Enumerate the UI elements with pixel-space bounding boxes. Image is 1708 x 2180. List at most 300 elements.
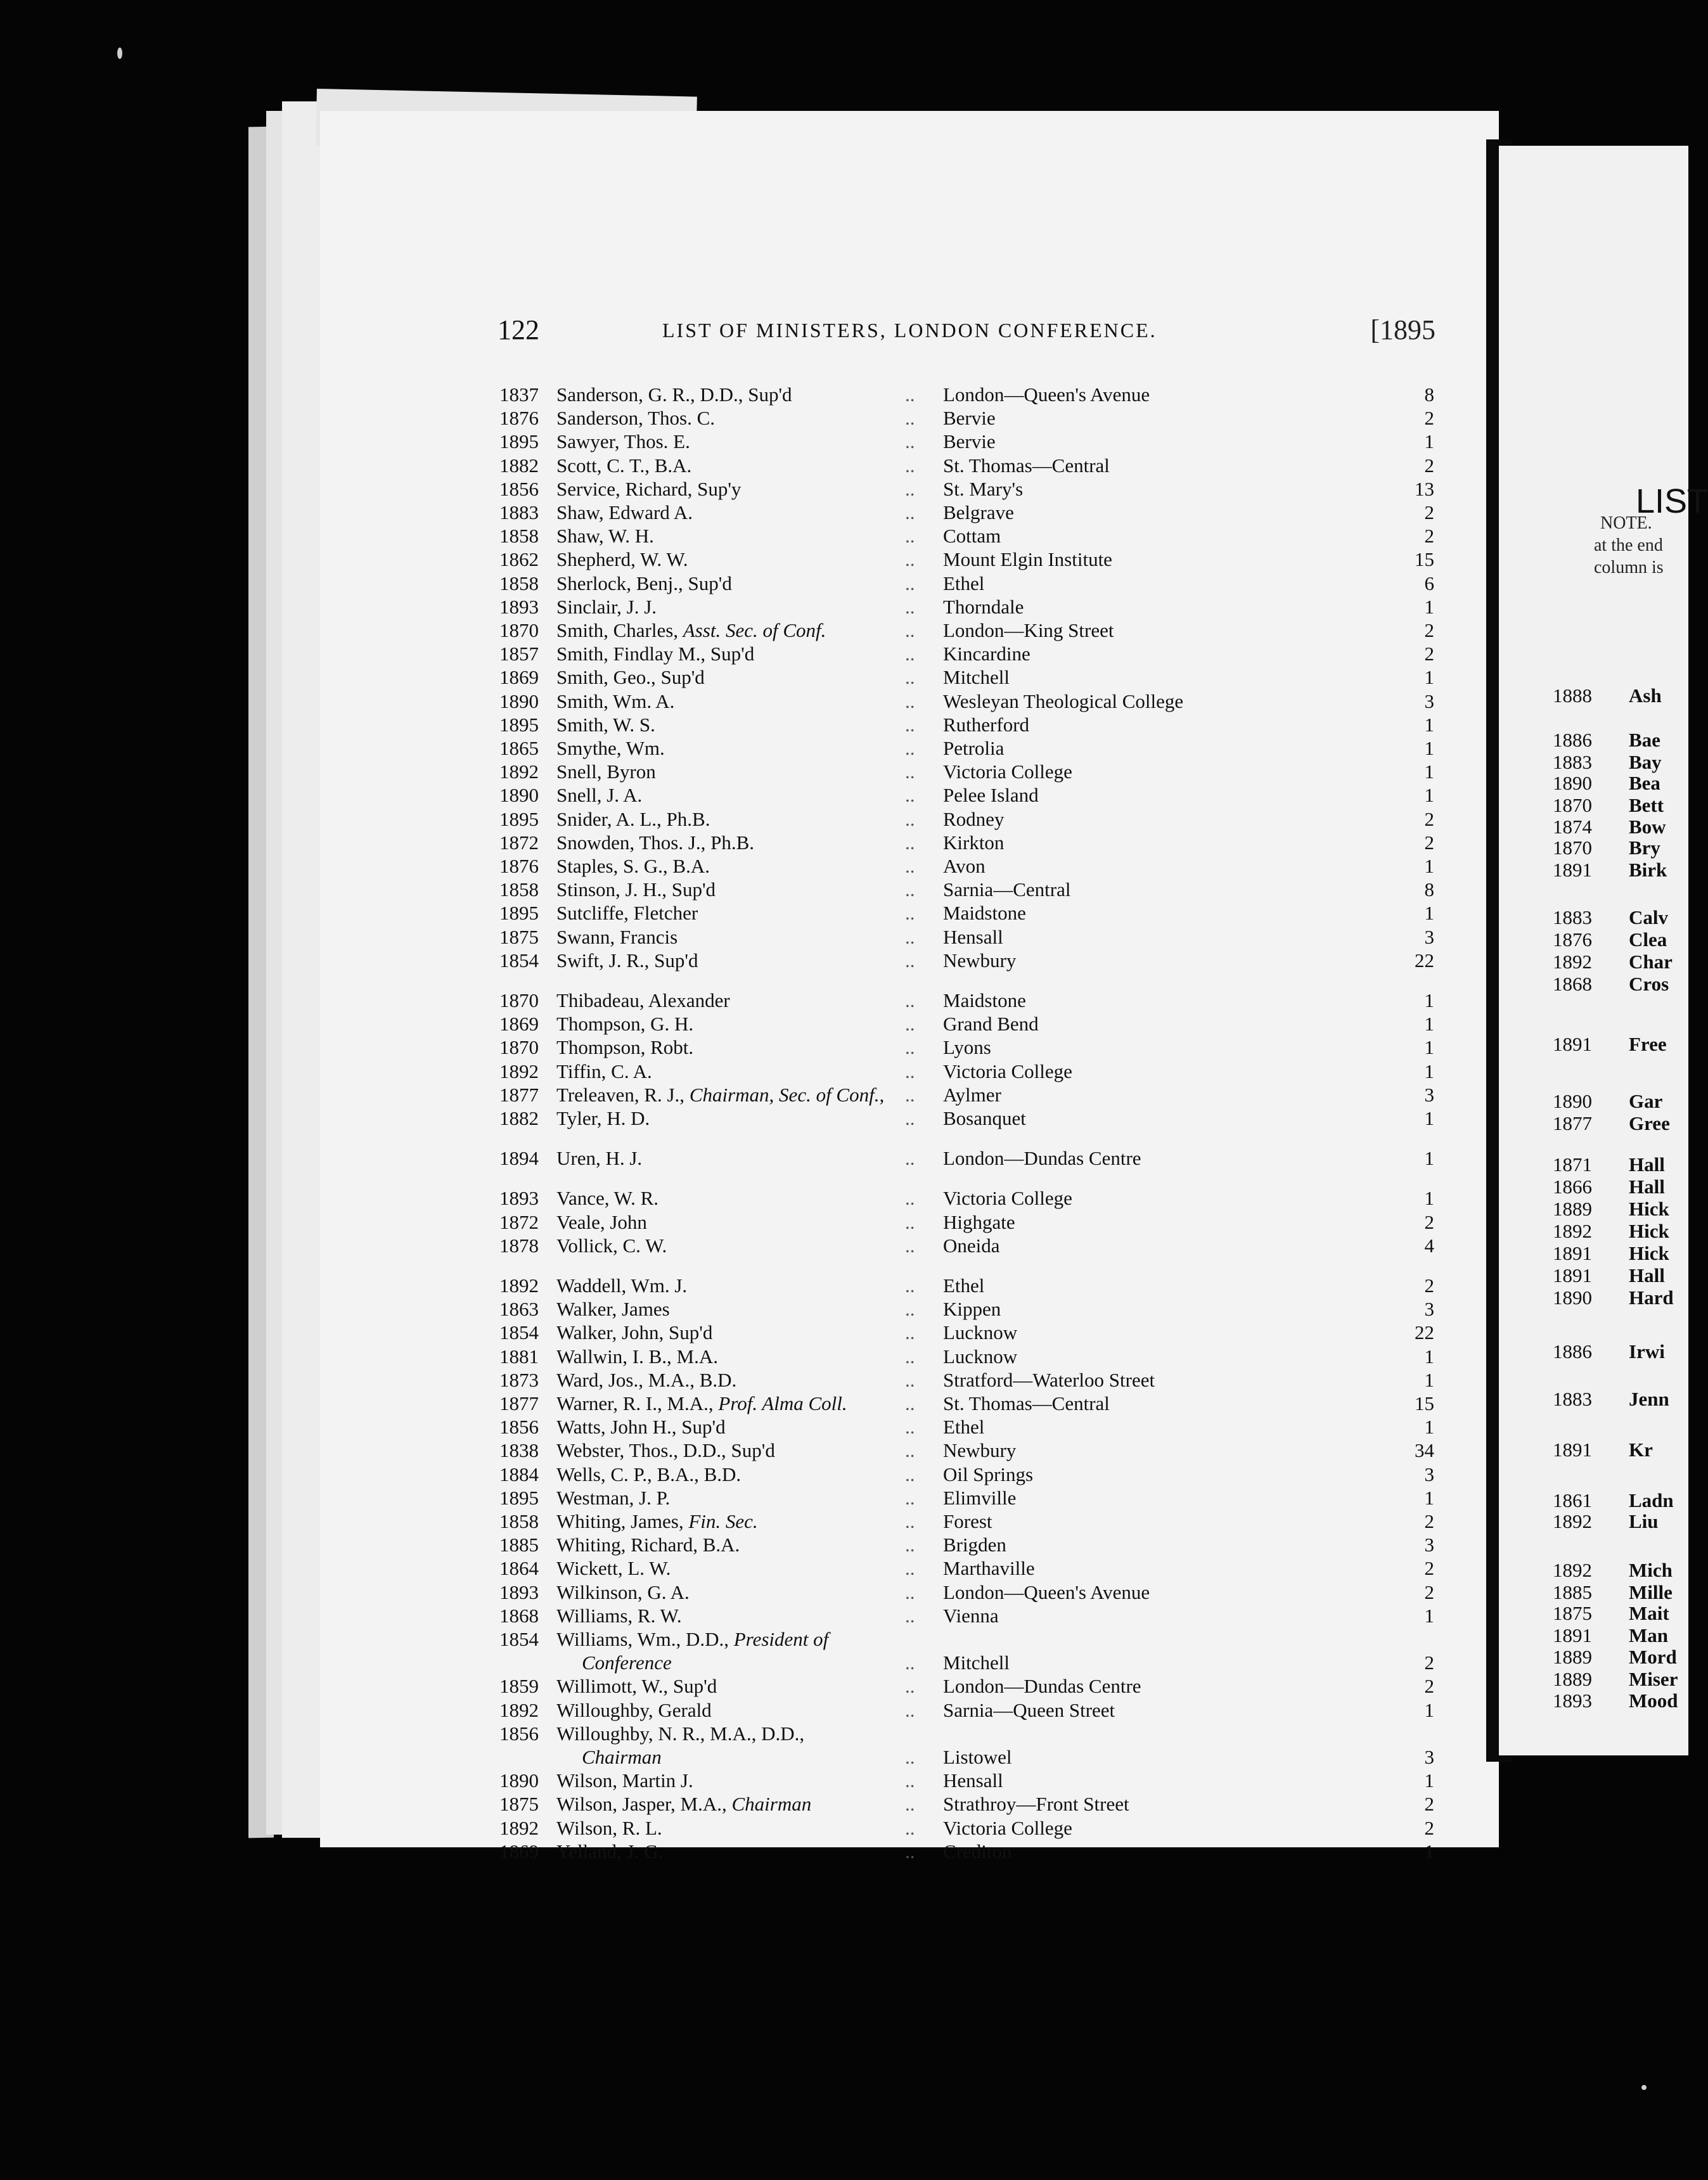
entry-station: Hensall <box>943 1769 1003 1792</box>
entry-name <box>556 1581 956 1604</box>
entry-station: Ethel <box>943 572 985 594</box>
right-page-name: Liu <box>1629 1510 1659 1532</box>
right-page-year: 1889 <box>1553 1198 1592 1220</box>
right-page-name: Ladn <box>1629 1489 1674 1511</box>
entry-year: 1837 <box>499 383 539 406</box>
entry-years: 1 <box>1424 855 1434 877</box>
entry-station: Lyons <box>943 1036 991 1059</box>
entry-year: 1865 <box>499 737 539 759</box>
entry-name-text: Whiting, Richard, B.A. <box>556 1534 740 1556</box>
entry-year: 1881 <box>499 1345 539 1368</box>
entry-year: 1892 <box>499 760 539 783</box>
leader-dots: .. <box>905 477 915 500</box>
entry-year: 1870 <box>499 1036 539 1059</box>
list-item <box>499 1793 1434 1817</box>
right-page-row <box>1553 1112 1670 1135</box>
entry-year: 1858 <box>499 1510 539 1532</box>
entry-year: 1854 <box>499 1321 539 1344</box>
right-page-row <box>1553 751 1662 774</box>
entry-year: 1892 <box>499 1698 539 1721</box>
entry-name <box>556 1605 956 1627</box>
leader-dots: .. <box>905 855 915 877</box>
right-page-year: 1889 <box>1553 1668 1592 1690</box>
list-item <box>499 1817 1434 1841</box>
leader-dots: .. <box>905 595 915 618</box>
entry-name <box>556 1628 956 1651</box>
right-page-row <box>1553 1510 1659 1533</box>
entry-name-text: Sinclair, J. J. <box>556 595 657 618</box>
list-item <box>499 572 1434 596</box>
entry-title-italic: President of <box>733 1628 829 1650</box>
entry-station: Newbury <box>943 949 1017 971</box>
list-item <box>499 878 1434 902</box>
entry-name-text: Thompson, Robt. <box>556 1036 694 1059</box>
leader-dots: .. <box>905 548 915 571</box>
entry-year: 1892 <box>499 1816 539 1839</box>
leader-dots: .. <box>905 713 915 736</box>
right-page-name: Bry <box>1629 837 1660 859</box>
right-page-year: 1883 <box>1553 1388 1592 1410</box>
entry-name <box>556 525 956 548</box>
entry-years: 2 <box>1424 807 1434 830</box>
entry-years: 3 <box>1424 1463 1434 1485</box>
right-page-row <box>1553 906 1668 929</box>
entry-station: Maidstone <box>943 989 1026 1011</box>
right-page-name: Mood <box>1629 1690 1678 1712</box>
entry-name <box>556 1392 956 1415</box>
right-page-name: Hick <box>1629 1220 1669 1242</box>
right-page-row <box>1553 928 1667 951</box>
page-header <box>498 314 1435 352</box>
entry-years: 3 <box>1424 1534 1434 1556</box>
entry-station: Mitchell <box>943 1651 1010 1674</box>
entry-years: 4 <box>1424 1234 1434 1257</box>
right-page-name: Hall <box>1629 1264 1665 1286</box>
leader-dots: .. <box>905 989 915 1011</box>
right-page-row <box>1553 1264 1665 1287</box>
entry-years: 2 <box>1424 1274 1434 1297</box>
right-page-year: 1891 <box>1553 1624 1592 1646</box>
right-page-year: 1871 <box>1553 1153 1592 1176</box>
entry-name-text: Shaw, Edward A. <box>556 501 693 523</box>
right-page-year: 1892 <box>1553 951 1592 973</box>
entry-name-text: Warner, R. I., M.A., <box>556 1392 714 1414</box>
entry-name <box>556 1439 956 1462</box>
right-page-year: 1861 <box>1553 1489 1592 1511</box>
entry-station: Kippen <box>943 1298 1001 1321</box>
entry-station: Kirkton <box>943 831 1005 854</box>
entry-year: 1869 <box>499 1013 539 1036</box>
entry-name-text: Scott, C. T., B.A. <box>556 454 692 477</box>
entry-year: 1873 <box>499 1368 539 1391</box>
dust-speck <box>1641 2085 1647 2090</box>
page-number: 122 <box>498 314 539 345</box>
right-page-year: 1886 <box>1553 1340 1592 1362</box>
entry-name-text: Snell, Byron <box>556 760 656 783</box>
entry-station: Victoria College <box>943 1816 1072 1839</box>
entry-station: Lucknow <box>943 1321 1018 1344</box>
list-item <box>499 1416 1434 1440</box>
entry-station: Brigden <box>943 1534 1006 1556</box>
list-item <box>499 831 1434 856</box>
list-item <box>499 1581 1434 1605</box>
right-page-row <box>1553 1388 1669 1411</box>
entry-name <box>556 1840 956 1863</box>
dust-speck <box>117 48 122 59</box>
entry-station: Victoria College <box>943 760 1072 783</box>
entry-station: Thorndale <box>943 595 1024 618</box>
entry-year: 1858 <box>499 572 539 594</box>
right-page-year: 1890 <box>1553 772 1592 794</box>
list-item <box>499 1036 1434 1060</box>
entry-station: Vienna <box>943 1604 999 1627</box>
entry-name-text: Wilson, R. L. <box>556 1816 662 1839</box>
entry-year: 1863 <box>499 1298 539 1321</box>
right-page-row <box>1553 794 1664 817</box>
right-page-row <box>1553 1220 1669 1243</box>
entry-year: 1869 <box>499 1840 539 1863</box>
right-page-year: 1875 <box>1553 1602 1592 1624</box>
entry-years: 2 <box>1424 1816 1434 1839</box>
leader-dots: .. <box>905 1463 915 1485</box>
entry-name-text: Sherlock, Benj., Sup'd <box>556 572 732 594</box>
entry-station: Newbury <box>943 1439 1017 1462</box>
leader-dots: .. <box>905 1321 915 1344</box>
right-page-row <box>1553 1489 1674 1512</box>
leader-dots: .. <box>905 1147 915 1170</box>
entry-year: 1877 <box>499 1392 539 1414</box>
right-page-year: 1892 <box>1553 1220 1592 1242</box>
entry-name-text: Smythe, Wm. <box>556 737 665 759</box>
list-item <box>499 666 1434 690</box>
list-item <box>499 501 1434 525</box>
right-page-name: Hick <box>1629 1198 1669 1220</box>
entry-name <box>556 902 956 925</box>
right-page-year: 1885 <box>1553 1581 1592 1603</box>
entry-station: Maidstone <box>943 902 1026 925</box>
entry-years: 8 <box>1424 383 1434 406</box>
entry-year: 1892 <box>499 1274 539 1297</box>
entry-name-text: Smith, Geo., Sup'd <box>556 666 705 689</box>
entry-station: Victoria College <box>943 1187 1072 1210</box>
entry-station: St. Thomas—Central <box>943 454 1110 477</box>
entry-years: 2 <box>1424 454 1434 477</box>
entry-name <box>556 643 956 665</box>
entry-name-text: Ward, Jos., M.A., B.D. <box>556 1368 737 1391</box>
entry-name-text: Thompson, G. H. <box>556 1013 694 1036</box>
right-page-year: 1891 <box>1553 1439 1592 1461</box>
entry-years: 1 <box>1424 1368 1434 1391</box>
entry-years: 3 <box>1424 1298 1434 1321</box>
entry-station: Listowel <box>943 1746 1012 1768</box>
entry-name <box>556 1675 956 1698</box>
list-item <box>499 1699 1434 1723</box>
entry-station: London—King Street <box>943 619 1114 641</box>
entry-name <box>556 1651 981 1674</box>
entry-years: 8 <box>1424 878 1434 901</box>
entry-years: 1 <box>1424 1769 1434 1792</box>
entry-station: Strathroy—Front Street <box>943 1793 1129 1816</box>
list-item <box>499 596 1434 620</box>
entry-name-text: Shepherd, W. W. <box>556 548 688 571</box>
leader-dots: .. <box>905 689 915 712</box>
entry-station: Cottam <box>943 525 1001 548</box>
entry-station: London—Dundas Centre <box>943 1675 1141 1698</box>
entry-year: 1857 <box>499 643 539 665</box>
entry-name <box>556 1084 956 1106</box>
entry-station: Grand Bend <box>943 1013 1039 1036</box>
right-page-row <box>1553 1340 1665 1363</box>
entry-year: 1838 <box>499 1439 539 1462</box>
leader-dots: .. <box>905 1060 915 1082</box>
entry-station: London—Dundas Centre <box>943 1147 1141 1170</box>
right-page-year: 1891 <box>1553 859 1592 881</box>
entry-years: 1 <box>1424 1036 1434 1059</box>
right-page-year: 1874 <box>1553 816 1592 838</box>
list-item <box>499 1060 1434 1084</box>
entry-title-italic: Fin. Sec. <box>688 1510 758 1532</box>
entry-years: 2 <box>1424 1510 1434 1532</box>
list-item <box>499 454 1434 478</box>
list-item <box>499 1298 1434 1322</box>
entry-years: 1 <box>1424 430 1434 453</box>
entry-name-text: Wilson, Jasper, M.A., <box>556 1793 727 1816</box>
entry-name <box>556 430 956 453</box>
entry-station: Elimville <box>943 1486 1017 1509</box>
list-item <box>499 690 1434 714</box>
entry-year: 1875 <box>499 1793 539 1816</box>
leader-dots: .. <box>905 1392 915 1414</box>
list-item <box>499 1534 1434 1558</box>
entry-name <box>556 1060 956 1083</box>
entry-name <box>556 1234 956 1257</box>
list-item <box>499 1463 1434 1487</box>
page-stack-edge <box>282 101 320 1838</box>
leader-dots: .. <box>905 1557 915 1580</box>
entry-name <box>556 1557 956 1580</box>
right-page-row <box>1553 1198 1669 1221</box>
right-page-row <box>1553 1602 1669 1625</box>
entry-years: 1 <box>1424 1486 1434 1509</box>
right-page-row <box>1553 1033 1667 1056</box>
leader-dots: .. <box>905 902 915 925</box>
leader-dots: .. <box>905 666 915 689</box>
right-page-name: Bae <box>1629 729 1660 751</box>
leader-dots: .. <box>905 1510 915 1532</box>
left-page <box>320 111 1499 1863</box>
entry-year: 1872 <box>499 1210 539 1233</box>
entry-name-text: Swann, Francis <box>556 925 678 948</box>
list-item <box>499 855 1434 879</box>
leader-dots: .. <box>905 454 915 477</box>
right-page-name: Char <box>1629 951 1673 973</box>
list-item <box>499 1013 1434 1037</box>
entry-year: 1885 <box>499 1534 539 1556</box>
entry-years: 1 <box>1424 1147 1434 1170</box>
entry-station: Bosanquet <box>943 1107 1026 1129</box>
leader-dots: .. <box>905 1698 915 1721</box>
entry-year: 1856 <box>499 477 539 500</box>
right-page-year: 1891 <box>1553 1242 1592 1264</box>
entry-year: 1858 <box>499 525 539 548</box>
entry-station: Petrolia <box>943 737 1005 759</box>
entry-year: 1862 <box>499 548 539 571</box>
right-page-row <box>1553 1242 1669 1265</box>
entry-name-text: Sanderson, Thos. C. <box>556 407 716 430</box>
right-page-note-line: NOTE. <box>1600 513 1652 533</box>
entry-name-text: Veale, John <box>556 1210 647 1233</box>
entry-name-text: Tiffin, C. A. <box>556 1060 652 1082</box>
right-page-name: Birk <box>1629 859 1667 881</box>
entry-name <box>556 1013 956 1036</box>
entry-name <box>556 1722 956 1745</box>
entry-name-text: Smith, Wm. A. <box>556 689 675 712</box>
entry-name <box>556 1769 956 1792</box>
entry-station: Bervie <box>943 430 996 453</box>
entry-name-text: Williams, R. W. <box>556 1604 682 1627</box>
right-page-name: Clea <box>1629 928 1667 951</box>
right-page-name: Bay <box>1629 751 1662 773</box>
right-page-row <box>1553 1646 1677 1669</box>
entry-year: 1869 <box>499 666 539 689</box>
entry-years: 15 <box>1415 548 1434 571</box>
leader-dots: .. <box>905 1486 915 1509</box>
right-page-year: 1886 <box>1553 729 1592 751</box>
entry-years: 3 <box>1424 1083 1434 1106</box>
entry-name-text: Webster, Thos., D.D., Sup'd <box>556 1439 775 1462</box>
entry-year: 1884 <box>499 1463 539 1485</box>
leader-dots: .. <box>905 760 915 783</box>
list-item <box>499 643 1434 667</box>
entry-years: 1 <box>1424 1416 1434 1439</box>
entry-years: 1 <box>1424 737 1434 759</box>
right-page-name: Mille <box>1629 1581 1673 1603</box>
entry-years: 2 <box>1424 1793 1434 1816</box>
leader-dots: .. <box>905 1840 915 1863</box>
right-page-row <box>1553 684 1662 707</box>
entry-station: St. Mary's <box>943 477 1024 500</box>
list-item <box>499 1628 1434 1652</box>
right-page-name: Bett <box>1629 794 1664 816</box>
leader-dots: .. <box>905 501 915 523</box>
leader-dots: .. <box>905 407 915 430</box>
list-item <box>499 784 1434 808</box>
entry-years: 1 <box>1424 784 1434 807</box>
leader-dots: .. <box>905 383 915 406</box>
right-page-year: 1891 <box>1553 1264 1592 1286</box>
entry-name-text: Sutcliffe, Fletcher <box>556 902 698 925</box>
entry-years: 1 <box>1424 595 1434 618</box>
entry-name <box>556 619 956 642</box>
entry-station: Mount Elgin Institute <box>943 548 1112 571</box>
entry-name-text: Willimott, W., Sup'd <box>556 1675 717 1698</box>
entry-years: 2 <box>1424 1651 1434 1674</box>
list-item <box>499 1722 1434 1747</box>
list-item <box>499 1187 1434 1211</box>
entry-name <box>556 1817 956 1840</box>
entry-title-italic: Chairman, Sec. of Conf., <box>689 1083 885 1106</box>
entry-name-text: Staples, S. G., B.A. <box>556 855 710 877</box>
leader-dots: .. <box>905 1298 915 1321</box>
leader-dots: .. <box>905 1534 915 1556</box>
entry-name <box>556 1107 956 1130</box>
list-item <box>499 1840 1434 1864</box>
entry-station: Ethel <box>943 1274 985 1297</box>
list-item <box>499 1487 1434 1511</box>
entry-years: 1 <box>1424 666 1434 689</box>
entry-name-text: Willoughby, N. R., M.A., D.D., <box>556 1722 805 1745</box>
entry-name-text: Wilkinson, G. A. <box>556 1580 690 1603</box>
entry-years: 3 <box>1424 689 1434 712</box>
entry-name <box>556 1463 956 1486</box>
leader-dots: .. <box>905 1368 915 1391</box>
entry-year: 1895 <box>499 1486 539 1509</box>
leader-dots: .. <box>905 619 915 641</box>
entry-name-text: Watts, John H., Sup'd <box>556 1416 726 1439</box>
leader-dots: .. <box>905 1274 915 1297</box>
entry-name-text: Sawyer, Thos. E. <box>556 430 690 453</box>
right-page-row <box>1553 772 1660 795</box>
list-item <box>499 1439 1434 1463</box>
right-page-name: Hall <box>1629 1153 1665 1176</box>
entry-station: Crediton <box>943 1840 1012 1863</box>
page-year: [1895 <box>1370 314 1435 345</box>
entry-name <box>556 989 956 1012</box>
entry-station: Rodney <box>943 807 1005 830</box>
list-item <box>499 1107 1434 1131</box>
entry-years: 2 <box>1424 1557 1434 1580</box>
entry-name <box>556 548 956 571</box>
list-item <box>499 1234 1434 1259</box>
list-item <box>499 1274 1434 1298</box>
entry-years: 1 <box>1424 1840 1434 1863</box>
leader-dots: .. <box>905 1439 915 1462</box>
entry-name-text: Uren, H. J. <box>556 1147 643 1170</box>
entry-name-text: Smith, Charles, <box>556 619 679 641</box>
right-page-name: Bea <box>1629 772 1660 794</box>
entry-years: 22 <box>1415 1321 1434 1344</box>
leader-dots: .. <box>905 430 915 453</box>
leader-dots: .. <box>905 784 915 807</box>
entry-years: 3 <box>1424 1746 1434 1768</box>
entry-name-text: Thibadeau, Alexander <box>556 989 730 1011</box>
entry-name-text: Walker, John, Sup'd <box>556 1321 713 1344</box>
entry-years: 1 <box>1424 1013 1434 1036</box>
right-page-row <box>1553 1286 1674 1309</box>
entry-year: 1890 <box>499 784 539 807</box>
entry-station: Avon <box>943 855 986 877</box>
entry-name-text: Waddell, Wm. J. <box>556 1274 688 1297</box>
entry-station: Ethel <box>943 1416 985 1439</box>
entry-name <box>556 1321 956 1344</box>
entry-years: 1 <box>1424 1698 1434 1721</box>
entry-title-italic: Prof. Alma Coll. <box>718 1392 847 1414</box>
entry-station: Marthaville <box>943 1557 1035 1580</box>
entry-name <box>556 1746 981 1769</box>
list-item <box>499 548 1434 572</box>
list-item <box>499 1651 1434 1676</box>
entry-years: 2 <box>1424 643 1434 665</box>
entry-name-text: Snowden, Thos. J., Ph.B. <box>556 831 755 854</box>
entry-station: Stratford—Waterloo Street <box>943 1368 1155 1391</box>
entry-year: 1890 <box>499 1769 539 1792</box>
entry-name <box>556 1345 956 1368</box>
entry-station: Oneida <box>943 1234 1000 1257</box>
entry-years: 1 <box>1424 1107 1434 1129</box>
entry-name <box>556 760 956 783</box>
right-page-year: 1883 <box>1553 906 1592 928</box>
entry-name-text: Whiting, James, <box>556 1510 684 1532</box>
